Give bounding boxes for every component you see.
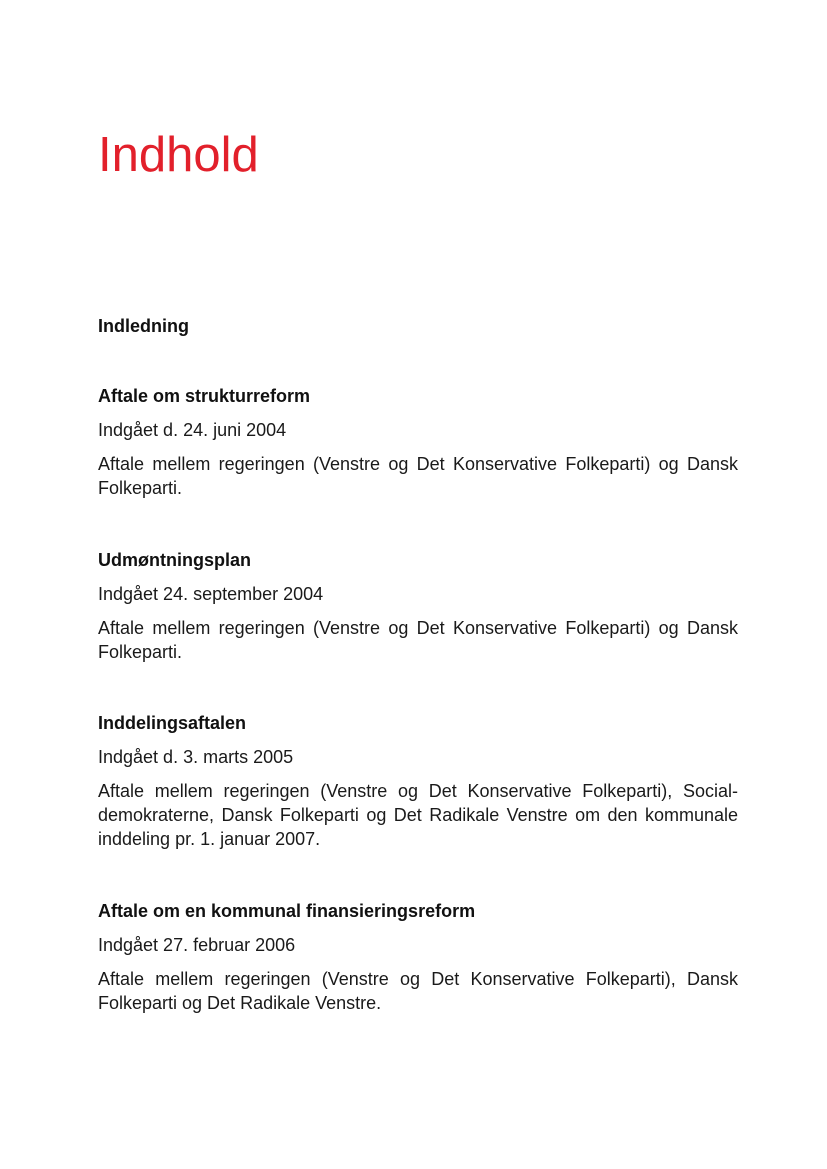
section-heading: Indledning [98, 316, 189, 336]
section-inddelingsaftalen [98, 711, 738, 851]
section-description: Aftale mellem regeringen (Venstre og Det Konservative Folkeparti), Dansk Folkeparti og Det Radikale Venstre. [98, 969, 738, 1013]
section-date: Indgået 24. september 2004 [98, 584, 324, 604]
section-date: Indgået d. 24. juni 2004 [98, 420, 287, 440]
section-date: Indgået 27. februar 2006 [98, 935, 296, 955]
section-description: Aftale mellem regeringen (Venstre og Det Konservative Folkeparti) og Dansk Folkeparti. [98, 618, 738, 662]
section-heading: Aftale om strukturreform [98, 386, 311, 406]
section-description: Aftale mellem regeringen (Venstre og Det Konservative Folkeparti) og Dansk Folkeparti. [98, 454, 738, 498]
section-udmoentningsplan [98, 548, 738, 664]
section-heading: Aftale om en kommunal finansieringsreform [98, 901, 476, 921]
section-kommunal-finansieringsreform [98, 899, 738, 1015]
section-heading: Udmøntningsplan [98, 550, 251, 570]
section-indledning [98, 314, 738, 338]
section-description: Aftale mellem regeringen (Venstre og Det Konservative Folkeparti), Socialdemokraterne, Dansk Folkeparti og Det Radikale Venstre om den kommunale inddeling pr. 1. januar 2007. [98, 781, 738, 849]
section-heading: Inddelingsaftalen [98, 713, 247, 733]
section-aftale-om-strukturreform [98, 384, 738, 500]
page-title: Indhold [98, 128, 259, 182]
section-date: Indgået d. 3. marts 2005 [98, 747, 294, 767]
